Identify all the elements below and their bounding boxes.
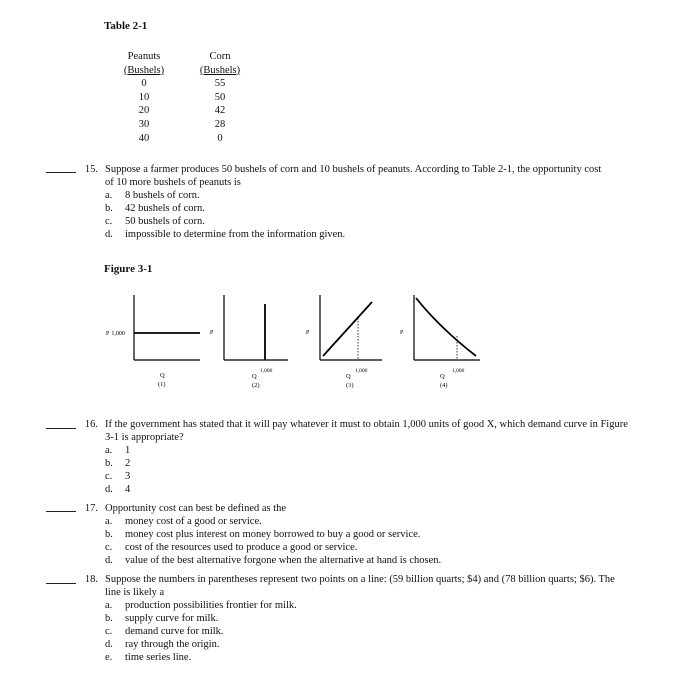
table-cell: 55 xyxy=(214,78,226,90)
question-text: Opportunity cost can best be defined as the xyxy=(105,503,287,514)
table-cell: 10 xyxy=(138,91,150,103)
figure-3-1 xyxy=(100,290,500,400)
option xyxy=(105,444,635,457)
question-text: If the government has stated that it will pay whatever it must to obtain 1,000 units of good X, which demand curve in Figure 3-1 is appropriate? xyxy=(105,419,628,443)
option xyxy=(105,228,635,241)
option-text: 4 xyxy=(125,484,131,495)
q-value: 1,000 xyxy=(452,368,465,374)
option-text: demand curve for milk. xyxy=(125,626,224,637)
column-header-unit: (Bushels) xyxy=(199,64,241,76)
panel-4 xyxy=(400,295,480,389)
option-letter: b. xyxy=(105,203,113,214)
table-cell: 40 xyxy=(138,132,150,144)
q-axis-label: Q xyxy=(440,373,445,380)
option xyxy=(105,612,635,625)
q-value: 1,000 xyxy=(260,368,273,374)
p-axis-label: P 1,000 xyxy=(106,331,125,337)
option xyxy=(105,528,635,541)
table-cell: 0 xyxy=(141,78,147,90)
question-text: Suppose a farmer produces 50 bushels of corn and 10 bushels of peanuts. According to Table 2-1, the opportunity cost of 10 more bushels of peanuts is xyxy=(105,164,602,188)
q-axis-label: Q xyxy=(252,373,257,380)
option-letter: c. xyxy=(105,216,113,227)
option-text: 50 bushels of corn. xyxy=(125,216,205,227)
option xyxy=(105,625,635,638)
option-letter: d. xyxy=(105,484,113,495)
option-letter: a. xyxy=(105,445,113,456)
option-text: 8 bushels of corn. xyxy=(125,190,200,201)
panel-label: (3) xyxy=(346,382,354,389)
panel-label: (1) xyxy=(158,381,166,388)
p-axis-label: P xyxy=(210,330,214,336)
option-letter: c. xyxy=(105,471,113,482)
option-letter: c. xyxy=(105,626,113,637)
option-text: 3 xyxy=(125,471,131,482)
option xyxy=(105,483,635,496)
table-cell: 42 xyxy=(214,105,226,117)
answer-blank[interactable] xyxy=(46,428,76,429)
column-header-unit: (Bushels) xyxy=(123,64,165,76)
option-letter: b. xyxy=(105,613,113,624)
option xyxy=(105,202,635,215)
option-text: 42 bushels of corn. xyxy=(125,203,205,214)
table-cell: 30 xyxy=(138,118,150,130)
demand-curve xyxy=(416,298,476,356)
q-axis-label: Q xyxy=(346,373,351,380)
question-number: 15. xyxy=(84,164,98,175)
question-15 xyxy=(105,163,635,241)
option-text: ray through the origin. xyxy=(125,639,220,650)
option xyxy=(105,541,635,554)
panel-3 xyxy=(306,295,382,389)
column-header: Peanuts xyxy=(127,51,161,62)
option-letter: e. xyxy=(105,652,113,663)
panel-1 xyxy=(106,295,200,388)
option-letter: a. xyxy=(105,600,113,611)
option xyxy=(105,215,635,228)
answer-blank[interactable] xyxy=(46,511,76,512)
option xyxy=(105,470,635,483)
option-letter: b. xyxy=(105,529,113,540)
question-17 xyxy=(105,502,635,567)
q-axis-label: Q xyxy=(160,372,165,379)
option xyxy=(105,189,635,202)
panel-label: (2) xyxy=(252,382,260,389)
table-cell: 50 xyxy=(214,91,226,103)
option-text: impossible to determine from the information given. xyxy=(125,229,346,240)
p-axis-label: P xyxy=(306,330,310,336)
panel-2 xyxy=(210,295,288,389)
answer-blank[interactable] xyxy=(46,583,76,584)
table-column-peanuts xyxy=(118,50,170,145)
figure-title: Figure 3-1 xyxy=(104,263,153,275)
option-letter: d. xyxy=(105,639,113,650)
table-cell: 28 xyxy=(214,118,226,130)
option xyxy=(105,638,635,651)
question-number: 16. xyxy=(84,419,98,430)
question-text: Suppose the numbers in parentheses represent two points on a line: (59 billion quarts; $4) and (78 billion quarts; $6). The line is likely a xyxy=(105,574,615,598)
q-value: 1,000 xyxy=(355,368,368,374)
option xyxy=(105,515,635,528)
option-text: money cost of a good or service. xyxy=(125,516,262,527)
question-16 xyxy=(105,418,635,496)
option xyxy=(105,599,635,612)
option-text: production possibilities frontier for milk. xyxy=(125,600,297,611)
column-header: Corn xyxy=(209,51,231,62)
question-18 xyxy=(105,573,635,664)
panel-label: (4) xyxy=(440,382,448,389)
p-axis-label: P xyxy=(400,330,404,336)
option-text: value of the best alternative forgone when the alternative at hand is chosen. xyxy=(125,555,442,566)
option-letter: c. xyxy=(105,542,113,553)
option-letter: a. xyxy=(105,516,113,527)
option-letter: d. xyxy=(105,229,113,240)
option-letter: b. xyxy=(105,458,113,469)
table-title: Table 2-1 xyxy=(104,20,148,32)
demand-curve xyxy=(323,302,372,356)
table-cell: 20 xyxy=(138,105,150,117)
table-cell: 0 xyxy=(217,132,223,144)
option xyxy=(105,651,635,664)
option-letter: d. xyxy=(105,555,113,566)
option-letter: a. xyxy=(105,190,113,201)
option-text: 1 xyxy=(125,445,131,456)
option xyxy=(105,554,635,567)
answer-blank[interactable] xyxy=(46,172,76,173)
option-text: supply curve for milk. xyxy=(125,613,219,624)
option xyxy=(105,457,635,470)
option-text: 2 xyxy=(125,458,131,469)
question-number: 18. xyxy=(84,574,98,585)
option-text: cost of the resources used to produce a good or service. xyxy=(125,542,358,553)
option-text: money cost plus interest on money borrowed to buy a good or service. xyxy=(125,529,421,540)
question-number: 17. xyxy=(84,503,98,514)
table-column-corn xyxy=(194,50,246,145)
option-text: time series line. xyxy=(125,652,192,663)
